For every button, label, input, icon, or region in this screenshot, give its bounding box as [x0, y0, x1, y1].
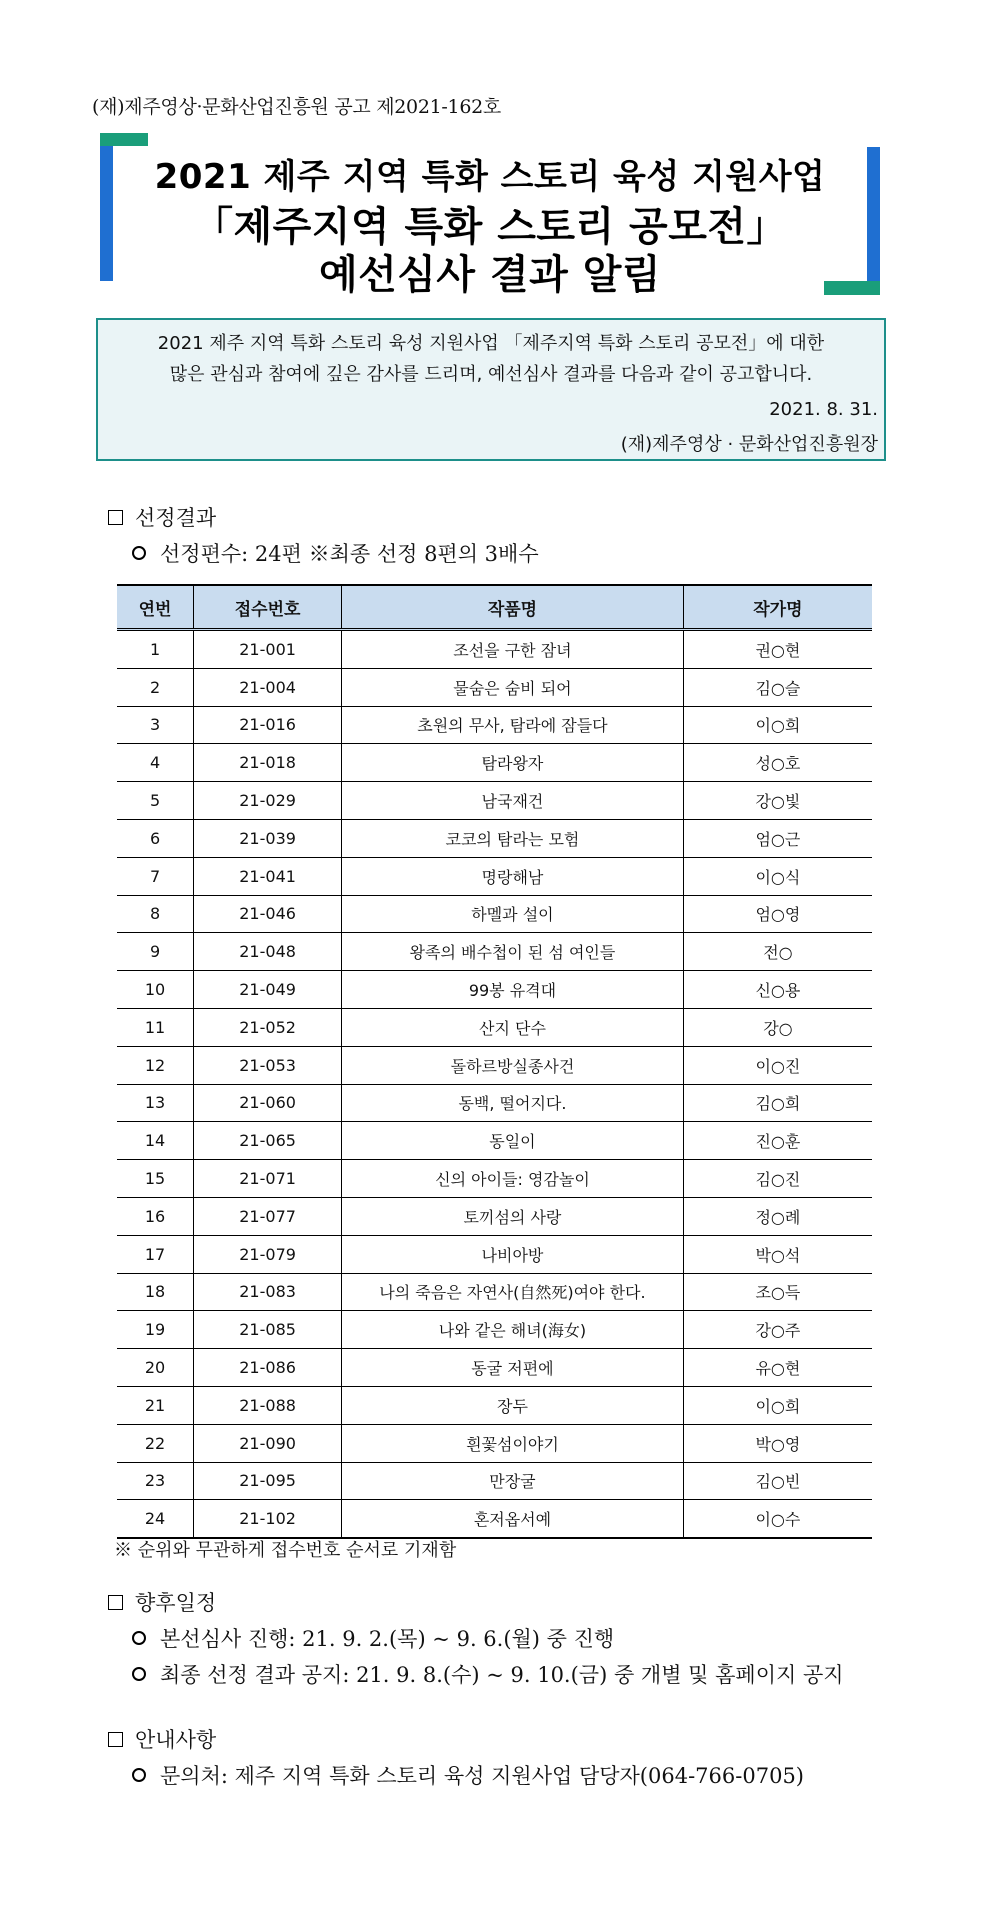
cell-work-title: 동백, 떨어지다. [342, 1084, 684, 1122]
cell-no: 4 [117, 744, 194, 782]
cell-no: 7 [117, 857, 194, 895]
bullet-text: 본선심사 진행: 21. 9. 2.(목) ~ 9. 6.(월) 중 진행 [160, 1627, 615, 1651]
cell-no: 8 [117, 895, 194, 933]
hollow-circle-bullet-icon [132, 1631, 146, 1645]
table-row [117, 630, 872, 669]
title-line-3: 예선심사 결과 알림 [319, 252, 661, 298]
table-row [117, 1386, 872, 1424]
cell-work-title: 신의 아이들: 영감놀이 [342, 1160, 684, 1198]
cell-author: 강○ [683, 1008, 872, 1046]
cell-no: 9 [117, 933, 194, 971]
cell-receipt-no: 21-053 [194, 1046, 342, 1084]
table-row [117, 1311, 872, 1349]
cell-receipt-no: 21-048 [194, 933, 342, 971]
cell-receipt-no: 21-065 [194, 1122, 342, 1160]
cell-no: 17 [117, 1235, 194, 1273]
cell-receipt-no: 21-004 [194, 668, 342, 706]
table-row [117, 1235, 872, 1273]
cell-receipt-no: 21-071 [194, 1160, 342, 1198]
cell-work-title: 동일이 [342, 1122, 684, 1160]
intro-date: 2021. 8. 31. [769, 399, 878, 420]
cell-author: 이○희 [683, 1386, 872, 1424]
bullet-text: 최종 선정 결과 공지: 21. 9. 8.(수) ~ 9. 10.(금) 중 개별 및 홈페이지 공지 [160, 1663, 844, 1687]
cell-author: 유○현 [683, 1349, 872, 1387]
cell-receipt-no: 21-029 [194, 782, 342, 820]
intro-text [98, 328, 884, 390]
cell-no: 11 [117, 1008, 194, 1046]
cell-receipt-no: 21-090 [194, 1424, 342, 1462]
cell-author: 박○석 [683, 1235, 872, 1273]
cell-work-title: 초원의 무사, 탐라에 잠들다 [342, 706, 684, 744]
table-row [117, 1349, 872, 1387]
bullet-final-announcement [132, 1659, 844, 1689]
cell-author: 박○영 [683, 1424, 872, 1462]
cell-author: 강○빛 [683, 782, 872, 820]
cell-author: 권○현 [683, 630, 872, 669]
cell-no: 12 [117, 1046, 194, 1084]
header-no: 연번 [117, 585, 194, 630]
cell-author: 김○슬 [683, 668, 872, 706]
cell-receipt-no: 21-086 [194, 1349, 342, 1387]
results-table [117, 584, 872, 1539]
cell-author: 성○호 [683, 744, 872, 782]
cell-receipt-no: 21-018 [194, 744, 342, 782]
cell-work-title: 조선을 구한 잠녀 [342, 630, 684, 669]
notice-number: (재)제주영상·문화산업진흥원 공고 제2021-162호 [92, 96, 501, 118]
cell-receipt-no: 21-079 [194, 1235, 342, 1273]
cell-no: 21 [117, 1386, 194, 1424]
table-row [117, 1046, 872, 1084]
cell-author: 엄○영 [683, 895, 872, 933]
cell-receipt-no: 21-085 [194, 1311, 342, 1349]
cell-receipt-no: 21-041 [194, 857, 342, 895]
cell-no: 1 [117, 630, 194, 669]
cell-work-title: 명랑해남 [342, 857, 684, 895]
intro-line-1: 2021 제주 지역 특화 스토리 육성 지원사업 「제주지역 특화 스토리 공모전」에 대한 [157, 333, 825, 354]
cell-no: 13 [117, 1084, 194, 1122]
cell-work-title: 왕족의 배수첩이 된 섬 여인들 [342, 933, 684, 971]
section-heading-results [108, 502, 216, 532]
section-heading-schedule [108, 1587, 216, 1617]
cell-work-title: 나와 같은 해녀(海女) [342, 1311, 684, 1349]
table-row [117, 706, 872, 744]
checkbox-square-icon [108, 1732, 123, 1747]
cell-work-title: 남국재건 [342, 782, 684, 820]
cell-no: 14 [117, 1122, 194, 1160]
cell-receipt-no: 21-001 [194, 630, 342, 669]
cell-receipt-no: 21-052 [194, 1008, 342, 1046]
cell-work-title: 장두 [342, 1386, 684, 1424]
cell-receipt-no: 21-049 [194, 971, 342, 1009]
cell-author: 강○주 [683, 1311, 872, 1349]
cell-author: 조○득 [683, 1273, 872, 1311]
cell-receipt-no: 21-077 [194, 1197, 342, 1235]
cell-no: 22 [117, 1424, 194, 1462]
section-heading-label: 선정결과 [135, 506, 217, 530]
cell-no: 18 [117, 1273, 194, 1311]
table-row [117, 1122, 872, 1160]
intro-organization: (재)제주영상 · 문화산업진흥원장 [620, 434, 878, 455]
table-row [117, 1084, 872, 1122]
cell-no: 5 [117, 782, 194, 820]
table-row [117, 1008, 872, 1046]
cell-receipt-no: 21-088 [194, 1386, 342, 1424]
table-row [117, 819, 872, 857]
cell-work-title: 나비아방 [342, 1235, 684, 1273]
cell-work-title: 물숨은 숨비 되어 [342, 668, 684, 706]
section-heading-label: 안내사항 [135, 1728, 217, 1752]
cell-author: 김○희 [683, 1084, 872, 1122]
cell-no: 10 [117, 971, 194, 1009]
table-row [117, 744, 872, 782]
cell-receipt-no: 21-046 [194, 895, 342, 933]
cell-work-title: 코코의 탐라는 모험 [342, 819, 684, 857]
section-heading-info [108, 1724, 216, 1754]
cell-work-title: 99봉 유격대 [342, 971, 684, 1009]
cell-work-title: 산지 단수 [342, 1008, 684, 1046]
table-row [117, 1462, 872, 1500]
title-block [100, 133, 880, 298]
cell-work-title: 하멜과 설이 [342, 895, 684, 933]
table-note: ※ 순위와 무관하게 접수번호 순서로 기재함 [114, 1540, 457, 1561]
cell-author: 이○식 [683, 857, 872, 895]
cell-author: 김○진 [683, 1160, 872, 1198]
table-row [117, 1160, 872, 1198]
cell-receipt-no: 21-060 [194, 1084, 342, 1122]
table-row [117, 1424, 872, 1462]
table-row [117, 933, 872, 971]
decor-tab-top-left [100, 133, 148, 146]
table-row [117, 857, 872, 895]
cell-author: 이○희 [683, 706, 872, 744]
cell-no: 24 [117, 1500, 194, 1538]
table-row [117, 1197, 872, 1235]
cell-author: 이○수 [683, 1500, 872, 1538]
table-row [117, 895, 872, 933]
cell-author: 진○훈 [683, 1122, 872, 1160]
cell-receipt-no: 21-083 [194, 1273, 342, 1311]
table-row [117, 1273, 872, 1311]
title-line-1: 2021 제주 지역 특화 스토리 육성 지원사업 [154, 157, 826, 197]
bullet-text: 선정편수: 24편 ※최종 선정 8편의 3배수 [160, 542, 539, 566]
cell-work-title: 만장굴 [342, 1462, 684, 1500]
section-heading-label: 향후일정 [135, 1591, 217, 1615]
checkbox-square-icon [108, 510, 123, 525]
table-header-row [117, 585, 872, 630]
cell-no: 20 [117, 1349, 194, 1387]
hollow-circle-bullet-icon [132, 546, 146, 560]
cell-author: 이○진 [683, 1046, 872, 1084]
cell-work-title: 나의 죽음은 자연사(自然死)여야 한다. [342, 1273, 684, 1311]
table-row [117, 668, 872, 706]
cell-no: 3 [117, 706, 194, 744]
cell-no: 19 [117, 1311, 194, 1349]
cell-work-title: 동굴 저편에 [342, 1349, 684, 1387]
cell-receipt-no: 21-095 [194, 1462, 342, 1500]
cell-author: 신○용 [683, 971, 872, 1009]
cell-author: 정○례 [683, 1197, 872, 1235]
header-work-title: 작품명 [342, 585, 684, 630]
cell-no: 15 [117, 1160, 194, 1198]
bullet-contact [132, 1760, 804, 1790]
table-row [117, 1500, 872, 1538]
cell-no: 2 [117, 668, 194, 706]
table-row [117, 971, 872, 1009]
checkbox-square-icon [108, 1595, 123, 1610]
cell-no: 6 [117, 819, 194, 857]
header-author: 작가명 [683, 585, 872, 630]
hollow-circle-bullet-icon [132, 1667, 146, 1681]
bullet-selection-count [132, 538, 539, 568]
cell-work-title: 탐라왕자 [342, 744, 684, 782]
table-row [117, 782, 872, 820]
title-line-2: 「제주지역 특화 스토리 공모전」 [193, 204, 787, 250]
hollow-circle-bullet-icon [132, 1768, 146, 1782]
bullet-text: 문의처: 제주 지역 특화 스토리 육성 지원사업 담당자(064-766-0705) [160, 1764, 804, 1788]
cell-author: 전○ [683, 933, 872, 971]
cell-no: 16 [117, 1197, 194, 1235]
cell-receipt-no: 21-016 [194, 706, 342, 744]
intro-line-2: 많은 관심과 참여에 깊은 감사를 드리며, 예선심사 결과를 다음과 같이 공고합니다. [169, 364, 813, 385]
cell-author: 김○빈 [683, 1462, 872, 1500]
cell-no: 23 [117, 1462, 194, 1500]
cell-work-title: 돌하르방실종사건 [342, 1046, 684, 1084]
cell-receipt-no: 21-039 [194, 819, 342, 857]
cell-receipt-no: 21-102 [194, 1500, 342, 1538]
cell-work-title: 토끼섬의 사랑 [342, 1197, 684, 1235]
cell-author: 엄○근 [683, 819, 872, 857]
intro-box [96, 318, 886, 461]
bullet-main-review [132, 1623, 614, 1653]
cell-work-title: 혼저옵서예 [342, 1500, 684, 1538]
cell-work-title: 흰꽃섬이야기 [342, 1424, 684, 1462]
header-receipt-no: 접수번호 [194, 585, 342, 630]
